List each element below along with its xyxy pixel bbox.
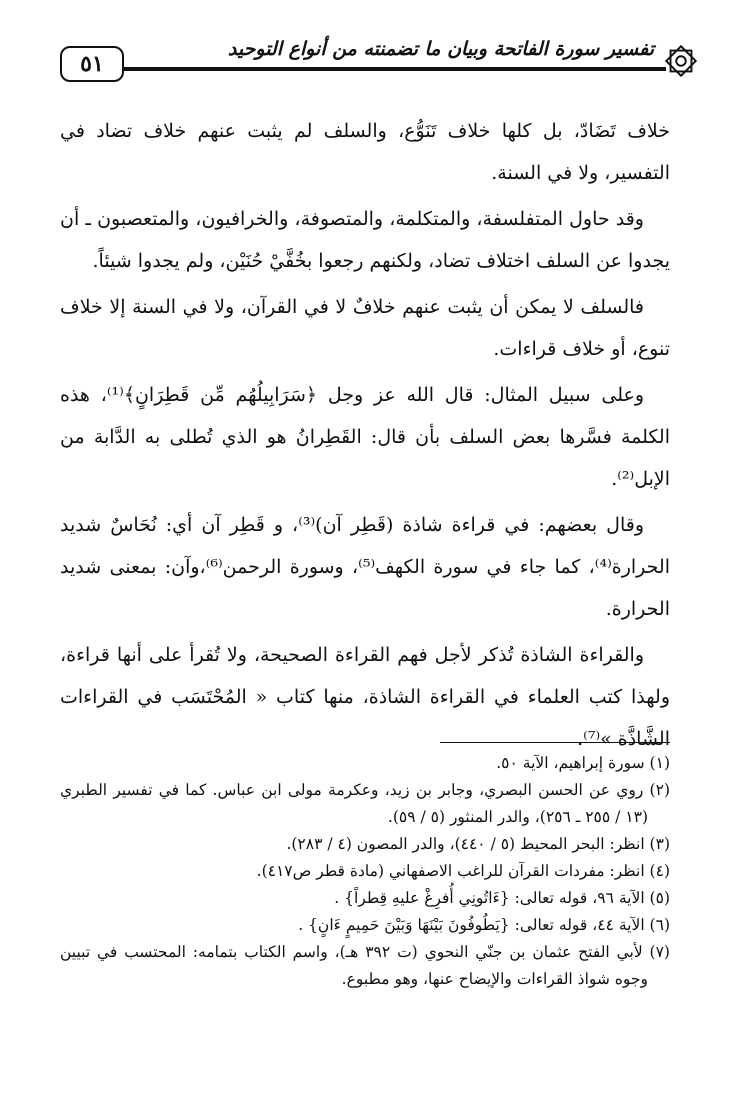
footnote: (٢) روي عن الحسن البصري، وجابر بن زيد، وعكرمة مولى ابن عباس. كما في تفسير الطبري (١٣ / ٢٥٥ ـ ٢٥٦)، والدر المنثور (٥ / ٥٩). bbox=[60, 781, 670, 826]
paragraph: فالسلف لا يمكن أن يثبت عنهم خلافٌ لا في القرآن، ولا في السنة إلا خلاف تنوع، أو خلاف قراءات. bbox=[60, 296, 670, 360]
octagram-ornament-icon bbox=[662, 42, 700, 80]
footnote: (٤) انظر: مفردات القرآن للراغب الاصفهاني (مادة قطر ص٤١٧). bbox=[256, 862, 670, 880]
paragraph: خلاف تَضَادّ، بل كلها خلاف تَنَوُّع، والسلف لم يثبت عنهم خلاف تضاد في التفسير، ولا في السنة. bbox=[60, 120, 670, 184]
footnote: (٣) انظر: البحر المحيط (٥ / ٤٤٠)، والدر المصون (٤ / ٢٨٣). bbox=[286, 835, 670, 853]
paragraph: وقال بعضهم: في قراءة شاذة (قَطِر آن)⁽³⁾، و قَطِر آن أي: نُحَاسٌ شديد الحرارة⁽⁴⁾، كما جاء في سورة الكهف⁽⁵⁾، وسورة الرحمن⁽⁶⁾،وآن: بمعنى شديد الحرارة. bbox=[60, 514, 670, 620]
paragraph: وعلى سبيل المثال: قال الله عز وجل ﴿سَرَابِيلُهُم مِّن قَطِرَانٍ﴾⁽¹⁾، هذه الكلمة فسَّرها بعض السلف بأن قال: القَطِرانُ هو الذي تُطلى به الدَّابة من الإبل⁽²⁾. bbox=[60, 384, 670, 490]
page-number: ٥١ bbox=[60, 46, 124, 82]
footnote-separator bbox=[440, 742, 670, 743]
footnote: (١) سورة إبراهيم، الآية ٥٠. bbox=[496, 754, 670, 772]
paragraph: وقد حاول المتفلسفة، والمتكلمة، والمتصوفة، والخرافيون، والمتعصبون ـ أن يجدوا عن السلف اختلاف تضاد، ولكنهم رجعوا بخُفَّيْ حُنَيْن، ولم يجدوا شيئاً. bbox=[60, 208, 670, 272]
header-rule bbox=[120, 67, 666, 71]
footnote: (٥) الآية ٩٦، قوله تعالى: {ءَاتُونِي أُفرِغْ عليهِ قِطراً} . bbox=[334, 889, 670, 907]
footnotes bbox=[60, 750, 670, 993]
footnote: (٦) الآية ٤٤، قوله تعالى: {يَطُوفُونَ بَيْنَهَا وَبَيْنَ حَمِيمٍ ءَانٍ} . bbox=[298, 916, 670, 934]
page-header bbox=[60, 38, 700, 88]
main-text bbox=[60, 110, 670, 764]
footnote: (٧) لأبي الفتح عثمان بن جنّي النحوي (ت ٣٩٢ هـ)، واسم الكتاب بتمامه: المحتسب في تبيين وجوه شواذ القراءات والإيضاح عنها، وهو مطبوع. bbox=[60, 943, 670, 988]
running-title: تفسير سورة الفاتحة وبيان ما تضمنته من أنواع التوحيد bbox=[222, 38, 660, 60]
paragraph: والقراءة الشاذة تُذكر لأجل فهم القراءة الصحيحة، ولا تُقرأ على أنها قراءة، ولهذا كتب العلماء في القراءة الشاذة، منها كتاب « المُحْتَسَب في القراءات الشَّاذَّة »⁽⁷⁾. bbox=[60, 644, 670, 750]
